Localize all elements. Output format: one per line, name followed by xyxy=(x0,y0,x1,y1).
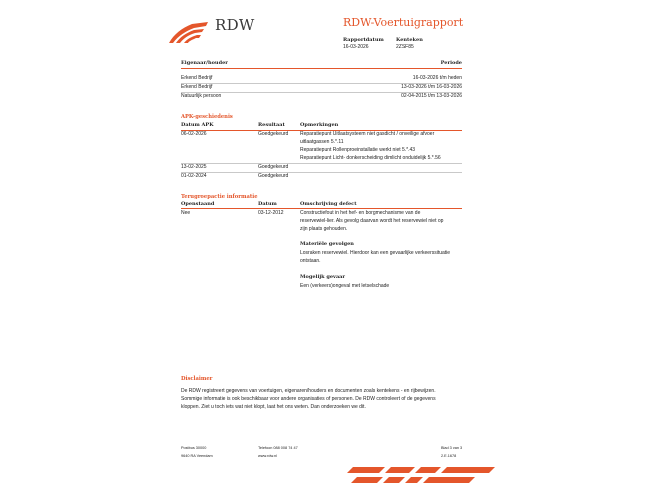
apk-section-title: APK-geschiedenis xyxy=(181,114,233,120)
owner-row-2-period: 13-03-2026 t/m 16-03-2026 xyxy=(401,84,462,90)
footer-stripes-icon xyxy=(345,465,505,487)
disclaimer-line-1: De RDW registreert gegevens van voertuigen, eigenaren/houders en documenten zoals kentekens - en rijbewijzen. xyxy=(181,388,436,394)
apk-col-result: Resultaat xyxy=(258,122,285,128)
apk-row-1-remark-4: Reparatiepunt Licht- donkerscheiding dimlicht onduidelijk 5.*.56 xyxy=(300,155,441,161)
footer-web: www.rdw.nl xyxy=(258,454,277,458)
report-date-value: 16-03-2026 xyxy=(343,44,369,50)
disclaimer-line-2: Sommige informatie is ook beschikbaar voor andere organisaties of personen. De RDW controleert of de gegevens xyxy=(181,396,436,402)
footer-page: Blad 3 van 3 xyxy=(441,446,463,450)
report-date-label: Rapportdatum xyxy=(343,37,384,43)
rdw-logo xyxy=(168,16,255,46)
recall-measures-title: Materiële gevolgen xyxy=(300,241,354,247)
recall-col-date: Datum xyxy=(258,201,277,207)
apk-row-1-result: Goedgekeurd xyxy=(258,131,289,137)
recall-section-title: Terugroepactie informatie xyxy=(181,194,258,200)
recall-date: 03-12-2012 xyxy=(258,210,284,216)
owner-row-3-type: Natuurlijk persoon xyxy=(181,93,222,99)
recall-measures-line-2: ontstaan. xyxy=(300,258,321,264)
footer-code: 2.E.1678 xyxy=(441,454,457,458)
recall-status: Nee xyxy=(181,210,191,216)
owners-header-left: Eigenaar/houder xyxy=(181,60,228,66)
report-title: RDW-Voertuigrapport xyxy=(343,16,464,29)
recall-defect-line-3: zijn plaats gehouden. xyxy=(300,226,348,232)
owner-row-3-period: 02-04-2015 t/m 13-03-2026 xyxy=(401,93,462,99)
owners-header-right: Periode xyxy=(440,60,462,66)
recall-defect-line-2: reservewiel-lier. Als gevolg daarvan wordt het reservewiel niet op xyxy=(300,218,444,224)
owner-row-1-period: 16-03-2026 t/m heden xyxy=(412,75,462,81)
owner-row-2-type: Erkend Bedrijf xyxy=(181,84,213,90)
apk-row-1-date: 06-02-2026 xyxy=(181,131,207,137)
apk-row-divider xyxy=(181,172,462,173)
plate-label: Kenteken xyxy=(396,37,423,43)
recall-col-desc: Omschrijving defect xyxy=(300,201,357,207)
disclaimer-title: Disclaimer xyxy=(181,376,213,382)
apk-row-divider xyxy=(181,163,462,164)
apk-col-remarks: Opmerkingen xyxy=(300,122,339,128)
apk-row-2-date: 13-02-2025 xyxy=(181,164,207,170)
recall-col-status: Openstaand xyxy=(181,201,215,207)
apk-row-1-remark-1: Reparatiepunt Uitlaatsysteem niet gasdicht / onveilige afvoer xyxy=(300,131,435,137)
disclaimer-line-3: kloppen. Ziet u toch iets wat niet klopt, laat het ons weten. Dan onderzoeken we dit. xyxy=(181,404,366,410)
apk-row-3-date: 01-02-2024 xyxy=(181,173,207,179)
recall-danger-line-1: Een (verkeers)ongeval met letselschade xyxy=(300,283,390,289)
owners-header-rule xyxy=(181,68,462,69)
apk-row-2-result: Goedgekeurd xyxy=(258,164,289,170)
recall-header-rule xyxy=(181,208,462,209)
apk-row-1-remark-3: Reparatiepunt Rollenproeinstallatie werkt niet 5.*.43 xyxy=(300,147,416,153)
apk-row-3-result: Goedgekeurd xyxy=(258,173,289,179)
recall-measures-line-1: Losraken reservewiel. Hierdoor kan een gevaarlijke verkeerssituatie xyxy=(300,250,451,256)
recall-defect-line-1: Constructiefout in het hef- en borgmechanisme van de xyxy=(300,210,421,216)
footer-phone: Telefoon 088 008 74 47 xyxy=(258,446,298,450)
footer-city: 9640 RA Veendam xyxy=(181,454,213,458)
footer-postbus: Postbus 30000 xyxy=(181,446,207,450)
owner-row-1-type: Erkend Bedrijf xyxy=(181,75,213,81)
rdw-logo-swoosh-icon xyxy=(168,16,212,46)
plate-value: 2ZSF85 xyxy=(396,44,414,50)
apk-col-date: Datum APK xyxy=(181,122,214,128)
recall-danger-title: Mogelijk gevaar xyxy=(300,274,346,280)
logo-text: RDW xyxy=(215,16,255,34)
apk-row-1-remark-2: uitlaatgassen 5.*.11 xyxy=(300,139,344,145)
